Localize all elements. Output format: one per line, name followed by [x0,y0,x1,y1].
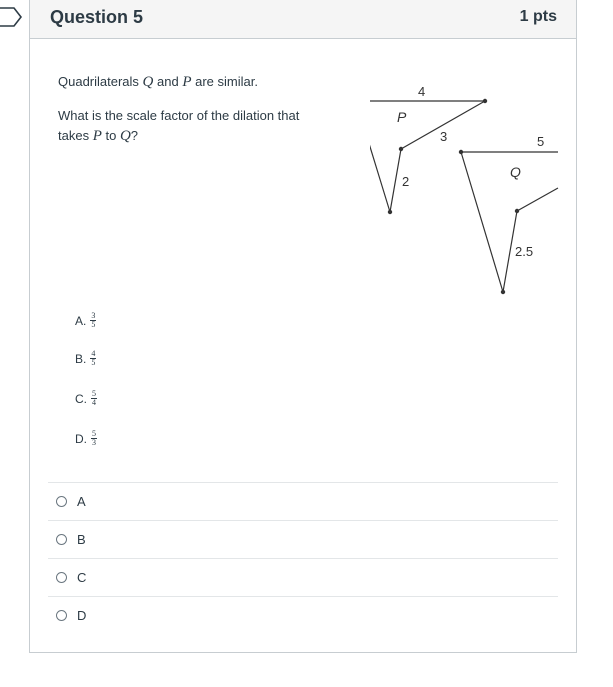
answer-label: D [77,608,87,623]
answer-label: C [77,570,87,585]
question-card [29,0,577,653]
label-q-left: 2.5 [515,244,534,259]
label-q-top: 5 [537,134,545,149]
fraction: $\frac{4}{5}$ [91,349,96,367]
fraction: $\frac{5}{4}$ [92,389,96,407]
prompt-line-3: takes P to Q? [58,128,139,144]
radio-button[interactable] [56,534,67,545]
radio-button[interactable] [56,572,67,583]
choice-a: A. $\frac{3}{5}$ [75,311,96,329]
answer-option-d[interactable] [48,596,558,634]
fraction: $\frac{3}{5}$ [91,311,96,329]
prompt-line-1: Quadrilaterals Q and P are similar. [58,74,258,90]
answer-option-c[interactable] [48,558,558,596]
answer-option-b[interactable] [48,520,558,558]
question-points: 1 pts [519,8,557,25]
answer-label: A [77,494,86,509]
choice-c: C. $\frac{5}{4}$ [75,389,96,407]
label-p: P [397,109,407,125]
label-p-top: 4 [418,84,426,99]
label-p-left: 2 [402,174,410,189]
answer-option-a[interactable] [48,482,558,520]
choice-b: B. $\frac{4}{5}$ [75,349,96,367]
label-p-diag: 3 [440,129,448,144]
choice-d: D. $\frac{5}{3}$ [75,429,96,447]
similar-quadrilaterals-diagram [370,80,570,300]
quadrilateral-p [370,101,485,212]
radio-button[interactable] [56,610,67,621]
fraction: $\frac{5}{3}$ [92,429,96,447]
flag-question-icon[interactable] [0,6,22,28]
question-header [30,0,576,39]
prompt-line-2: What is the scale factor of the dilation that [58,108,300,123]
answer-label: B [77,532,86,547]
label-q: Q [510,164,521,180]
question-title: Question 5 [50,7,144,27]
answer-options [48,482,558,634]
radio-button[interactable] [56,496,67,507]
